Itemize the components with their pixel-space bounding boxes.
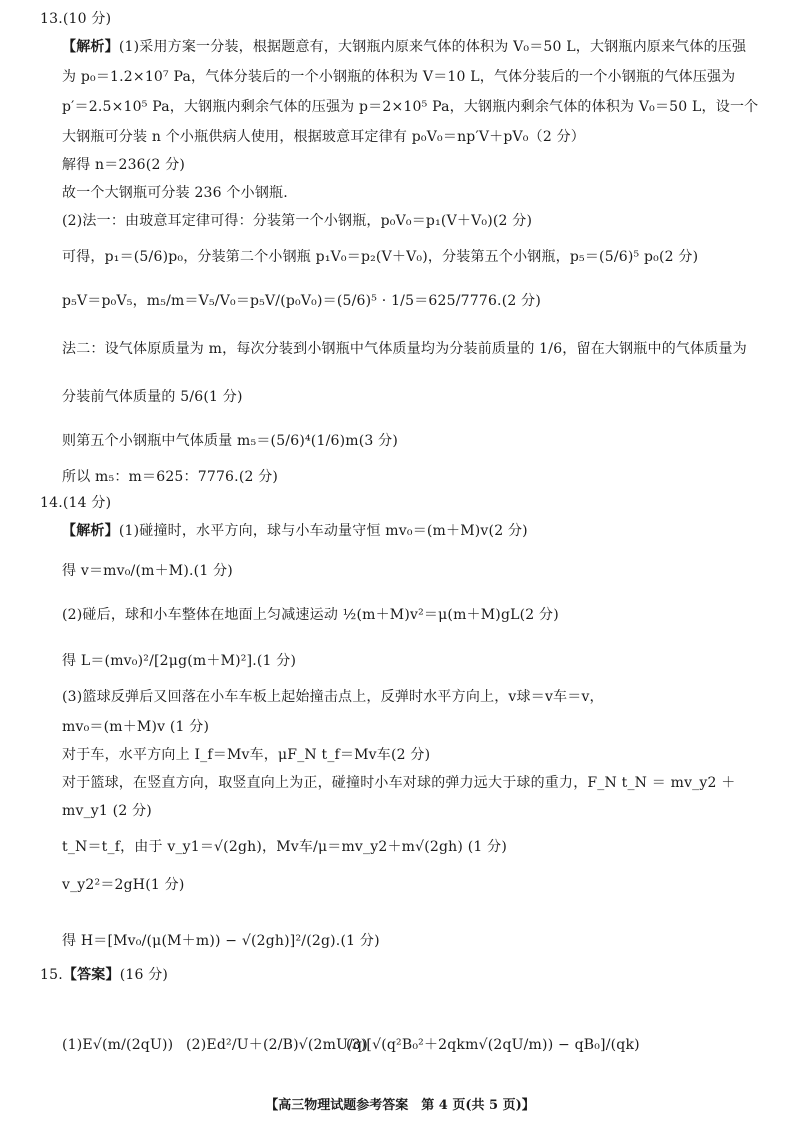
page-footer: 【高三物理试题参考答案 第 4 页(共 5 页)】 xyxy=(265,1098,535,1113)
q14-line-6: mv₀＝(m＋M)v (1 分) xyxy=(62,719,210,735)
q14-line-1: 【解析】(1)碰撞时，水平方向，球与小车动量守恒 mv₀＝(m＋M)v(2 分) xyxy=(62,523,528,539)
analysis-tag: 【解析】 xyxy=(62,39,119,55)
q14-line-11: v_y2²＝2gH(1 分) xyxy=(62,877,185,893)
q13-method2-line-4: 所以 m₅：m＝625：7776.(2 分) xyxy=(62,469,279,485)
q13-analysis-line-1: 【解析】(1)采用方案一分装，根据题意有，大钢瓶内原来气体的体积为 V₀＝50 L，大钢瓶内原来气体的压强 xyxy=(62,39,747,55)
q15-header: 15.【答案】(16 分) xyxy=(40,967,169,983)
q15-answer-3: (3)[√(q²B₀²＋2qkm√(2qU/m)) − qB₀]/(qk) xyxy=(346,1037,640,1053)
q13-analysis-line-2: 为 p₀＝1.2×10⁷ Pa，气体分装后的一个小钢瓶的体积为 V＝10 L，气体分装后的一个小钢瓶的气体压强为 xyxy=(62,69,736,85)
q14-line-12: 得 H＝[Mv₀/(μ(M＋m)) − √(2gh)]²/(2g).(1 分) xyxy=(62,933,380,949)
q13-method1-line-2: 可得，p₁＝(5/6)p₀，分装第二个小钢瓶 p₁V₀＝p₂(V＋V₀)，分装第五个小钢瓶，p₅＝(5/6)⁵ p₀(2 分) xyxy=(62,249,699,265)
q13-method2-line-2: 分装前气体质量的 5/6(1 分) xyxy=(62,389,243,405)
q14-line-3: (2)碰后，球和小车整体在地面上匀减速运动 ½(m＋M)v²＝μ(m＋M)gL(2 分) xyxy=(62,607,559,623)
q13-analysis-line-4: 大钢瓶可分装 n 个小瓶供病人使用，根据玻意耳定律有 p₀V₀＝np′V＋pV₀（2 分） xyxy=(62,129,585,145)
q13-method1-line-1: (2)法一：由玻意耳定律可得：分装第一个小钢瓶，p₀V₀＝p₁(V＋V₀)(2 分) xyxy=(62,213,533,229)
q13-header: 13.(10 分) xyxy=(40,11,112,27)
q13-analysis-line-3: p′＝2.5×10⁵ Pa，大钢瓶内剩余气体的压强为 p＝2×10⁵ Pa，大钢瓶内剩余气体的体积为 V₀＝50 L，设一个 xyxy=(62,99,759,115)
q14-line-4: 得 L＝(mv₀)²/[2μg(m＋M)²].(1 分) xyxy=(62,653,297,669)
q15-answer-1: (1)E√(m/(2qU)) xyxy=(62,1037,174,1053)
analysis-tag: 【解析】 xyxy=(62,523,119,539)
q13-method1-line-3: p₅V＝p₀V₅，m₅/m＝V₅/V₀＝p₅V/(p₀V₀)＝(5/6)⁵ · 1/5＝625/7776.(2 分) xyxy=(62,293,541,309)
q14-line-2: 得 v＝mv₀/(m＋M).(1 分) xyxy=(62,563,233,579)
answer-tag: 【答案】 xyxy=(62,967,120,983)
q14-line-9: mv_y1 (2 分) xyxy=(62,803,152,819)
q13-conclusion: 故一个大钢瓶可分装 236 个小钢瓶. xyxy=(62,185,288,201)
q13-solve: 解得 n＝236(2 分) xyxy=(62,157,186,173)
q13-method2-line-3: 则第五个小钢瓶中气体质量 m₅＝(5/6)⁴(1/6)m(3 分) xyxy=(62,433,399,449)
q14-line-10: t_N＝t_f，由于 v_y1＝√(2gh)，Mv车/μ＝mv_y2＋m√(2gh) (1 分) xyxy=(62,839,507,855)
q14-header: 14.(14 分) xyxy=(40,495,112,511)
q14-line-5: (3)篮球反弹后又回落在小车车板上起始撞击点上，反弹时水平方向上，v球＝v车＝v， xyxy=(62,689,604,705)
q13-method2-line-1: 法二：设气体原质量为 m，每次分装到小钢瓶中气体质量均为分装前质量的 1/6，留在大钢瓶中的气体质量为 xyxy=(62,341,747,357)
q14-line-7: 对于车，水平方向上 I_f＝Mv车，μF_N t_f＝Mv车(2 分) xyxy=(62,747,431,763)
q15-answer-2: (2)Ed²/U＋(2/B)√(2mU/q) xyxy=(186,1037,368,1053)
q14-line-8: 对于篮球，在竖直方向，取竖直向上为正，碰撞时小车对球的弹力远大于球的重力，F_N t_N ＝ mv_y2 ＋ xyxy=(62,775,736,791)
